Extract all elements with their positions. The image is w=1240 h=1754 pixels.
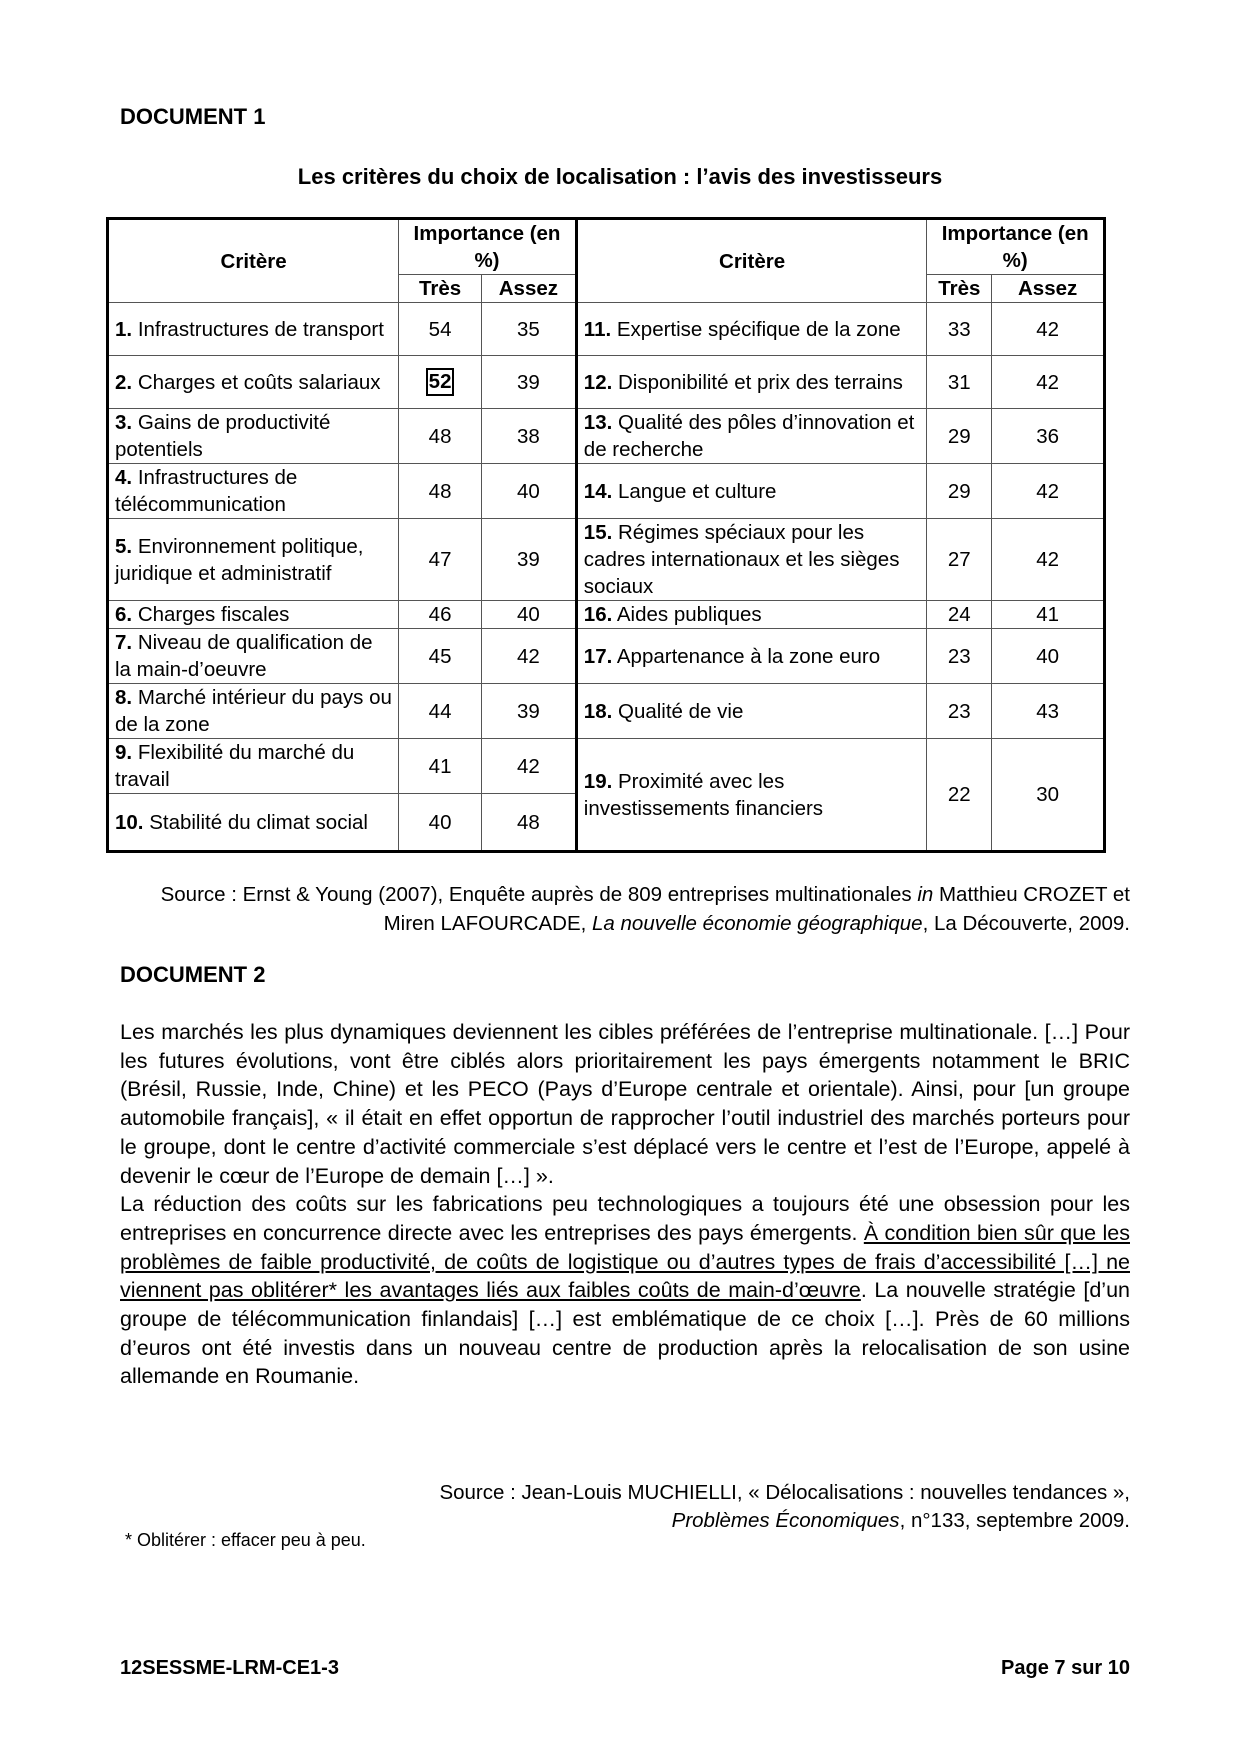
criterion-cell: 19. Proximité avec les investissements financiers (576, 739, 927, 852)
tres-value: 41 (399, 739, 482, 794)
tres-value: 23 (927, 629, 992, 684)
assez-value: 42 (481, 629, 576, 684)
assez-value: 30 (992, 739, 1105, 852)
footnote: * Oblitérer : effacer peu à peu. (125, 1530, 366, 1550)
assez-value: 40 (992, 629, 1105, 684)
tres-value: 31 (927, 356, 992, 409)
importance-header-left: Importance (en %) (399, 219, 577, 275)
criteria-table (106, 217, 1106, 853)
assez-value: 35 (481, 303, 576, 356)
tres-value: 44 (399, 684, 482, 739)
tres-value: 40 (399, 794, 482, 852)
criterion-cell: 4. Infrastructures de télécommunication (108, 464, 399, 519)
assez-value: 42 (992, 303, 1105, 356)
criteria-header-left: Critère (108, 219, 399, 303)
tres-value: 24 (927, 601, 992, 629)
assez-value: 36 (992, 409, 1105, 464)
tres-value: 23 (927, 684, 992, 739)
tres-value: 47 (399, 519, 482, 601)
assez-value: 38 (481, 409, 576, 464)
criterion-cell: 17. Appartenance à la zone euro (576, 629, 927, 684)
assez-value: 42 (992, 519, 1105, 601)
tres-value: 48 (399, 409, 482, 464)
tres-value: 45 (399, 629, 482, 684)
footer-code: 12SESSME-LRM-CE1-3 (120, 1657, 339, 1679)
highlighted-value: 52 (426, 368, 455, 396)
paragraph: Les marchés les plus dynamiques deviennent les cibles préférées de l’entreprise multinationale. […] Pour les futures évolutions, vont être ciblés alors prioritairement les pays émergents notamment le BRIC (Brésil, Russie, Inde, Chine) et les PECO (Pays d’Europe centrale et orientale). Ainsi, pour [un groupe automobile français], « il était en effet opportun de rapprocher l’outil industriel des marchés porteurs pour le groupe, dont le centre d’activité commerciale s’est déplacé vers le centre et l’est de l’Europe, appelé à devenir le cœur de l’Europe de demain […] ». (120, 1020, 1130, 1188)
criterion-cell: 6. Charges fiscales (108, 601, 399, 629)
tres-value: 46 (399, 601, 482, 629)
criterion-cell: 14. Langue et culture (576, 464, 927, 519)
paragraph: La réduction des coûts sur les fabrications peu technologiques a toujours été une obsession pour les entreprises en concurrence directe avec les entreprises des pays émergents. À condition bien sûr que les problèmes de faible productivité, de coûts de logistique ou d’autres types de frais d’accessibilité […] ne viennent pas oblitérer* les avantages liés aux faibles coûts de main-d’œuvre. La nouvelle stratégie [d’un groupe de télécommunication finlandais] […] est emblématique de ce choix […]. Près de 60 millions d’euros ont été investis dans un nouveau centre de production après la relocalisation de son usine allemande en Roumanie. (120, 1192, 1130, 1389)
tres-value: 29 (927, 409, 992, 464)
importance-header-right: Importance (en %) (927, 219, 1105, 275)
tres-value: 33 (927, 303, 992, 356)
tres-value: 27 (927, 519, 992, 601)
criterion-cell: 16. Aides publiques (576, 601, 927, 629)
tres-value: 48 (399, 464, 482, 519)
underlined-passage: À condition bien sûr que les problèmes de faible productivité, de coûts de logistique ou d’autres types de frais d’accessibilité […] ne viennent pas oblitérer* les avantages liés aux faibles coûts de main-d’œuvre (120, 1220, 1130, 1303)
document-1-source: Source : Ernst & Young (2007), Enquête auprès de 809 entreprises multinationales in Matthieu CROZET et Miren LAFOURCADE, La nouvelle économie géographique, La Découverte, 2009. (160, 883, 1130, 935)
assez-value: 39 (481, 356, 576, 409)
criterion-cell: 15. Régimes spéciaux pour les cadres internationaux et les sièges sociaux (576, 519, 927, 601)
assez-value: 39 (481, 684, 576, 739)
tres-value: 54 (399, 303, 482, 356)
assez-value: 43 (992, 684, 1105, 739)
assez-value: 48 (481, 794, 576, 852)
assez-value: 42 (992, 464, 1105, 519)
tres-value (399, 356, 482, 409)
tres-header: Très (927, 275, 992, 303)
assez-value: 40 (481, 464, 576, 519)
criterion-cell: 8. Marché intérieur du pays ou de la zone (108, 684, 399, 739)
assez-value: 39 (481, 519, 576, 601)
criterion-cell: 10. Stabilité du climat social (108, 794, 399, 852)
table-title: Les critères du choix de localisation : l’avis des investisseurs (297, 164, 943, 189)
document-1-title: DOCUMENT 1 (120, 104, 266, 129)
document-2-text (120, 1018, 1130, 1391)
assez-value: 42 (992, 356, 1105, 409)
footer-page-number: Page 7 sur 10 (1001, 1657, 1130, 1679)
assez-header: Assez (481, 275, 576, 303)
assez-header: Assez (992, 275, 1105, 303)
criterion-cell: 7. Niveau de qualification de la main-d’oeuvre (108, 629, 399, 684)
criterion-cell: 9. Flexibilité du marché du travail (108, 739, 399, 794)
criterion-cell: 1. Infrastructures de transport (108, 303, 399, 356)
tres-value: 29 (927, 464, 992, 519)
document-2-title: DOCUMENT 2 (120, 962, 266, 987)
criteria-header-right: Critère (576, 219, 927, 303)
criterion-cell: 5. Environnement politique, juridique et administratif (108, 519, 399, 601)
criterion-cell: 18. Qualité de vie (576, 684, 927, 739)
assez-value: 42 (481, 739, 576, 794)
criterion-cell: 3. Gains de productivité potentiels (108, 409, 399, 464)
criterion-cell: 12. Disponibilité et prix des terrains (576, 356, 927, 409)
criterion-cell: 13. Qualité des pôles d’innovation et de recherche (576, 409, 927, 464)
criterion-cell: 2. Charges et coûts salariaux (108, 356, 399, 409)
assez-value: 41 (992, 601, 1105, 629)
assez-value: 40 (481, 601, 576, 629)
criterion-cell: 11. Expertise spécifique de la zone (576, 303, 927, 356)
tres-value: 22 (927, 739, 992, 852)
tres-header: Très (399, 275, 482, 303)
document-2-source: Source : Jean-Louis MUCHIELLI, « Délocalisations : nouvelles tendances », Problèmes Économiques, n°133, septembre 2009. (439, 1481, 1130, 1532)
